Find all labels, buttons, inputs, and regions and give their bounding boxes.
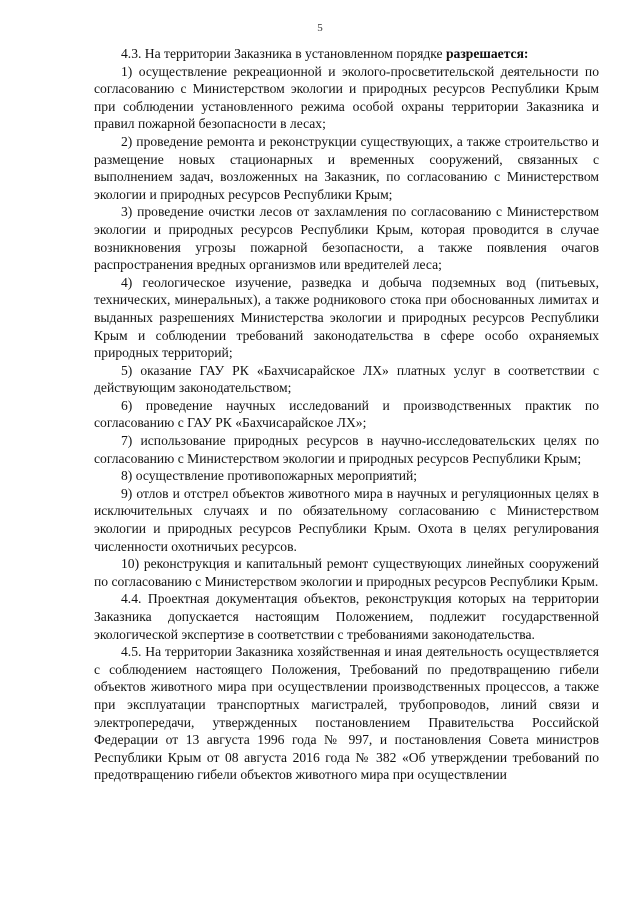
list-item-3: 3) проведение очистки лесов от захламления по согласованию с Министерством экологии и природных ресурсов Республики Крым, которая проводится в случае возникновения угрозы пожарной безопасности, а также появления очагов распространения вредных организмов или вредителей леса; xyxy=(94,204,599,273)
section-4-3-heading xyxy=(94,45,599,63)
list-item-8: 8) осуществление противопожарных мероприятий; xyxy=(121,468,418,484)
list-item-6: 6) проведение научных исследований и производственных практик по согласованию с ГАУ РК «Бахчисарайское ЛХ»; xyxy=(94,397,599,431)
section-4-3-heading-text: 4.3. На территории Заказника в установленном порядке xyxy=(121,46,443,61)
page-number: 5 xyxy=(317,22,323,34)
list-item-2: 2) проведение ремонта и реконструкции существующих, а также строительство и размещение новых стационарных и временных сооружений, связанных с выполнением задач, возложенных на Заказник, по согласованию с Министерством экологии и природных ресурсов Республики Крым; xyxy=(94,133,599,202)
section-4-5-paragraph: 4.5. На территории Заказника хозяйственная и иная деятельность осуществляется с соблюдением настоящего Положения, Требований по предотвращению гибели объектов животного мира при осуществлении производственных процессов, а также при эксплуатации транспортных магистралей, трубопроводов, линий связи и электропередачи, утвержденных постановлением Правительства Российской Федерации от 13 августа 1996 года № 997, и постановления Совета министров Республики Крым от 08 августа 2016 года № 382 «Об утверждении требований по предотвращению гибели объектов животного мира при осуществлении xyxy=(94,644,599,783)
document-body xyxy=(94,45,599,784)
list-item-9: 9) отлов и отстрел объектов животного мира в научных и регуляционных целях в исключительных случаях и по обязательному согласованию с Министерством экологии и природных ресурсов Республики Крым. Охота в целях регулирования численности охотничьих ресурсов. xyxy=(94,485,599,554)
list-item-5: 5) оказание ГАУ РК «Бахчисарайское ЛХ» платных услуг в соответствии с действующим законодательством; xyxy=(94,362,599,396)
list-item-7: 7) использование природных ресурсов в научно-исследовательских целях по согласованию с Министерством экологии и природных ресурсов Республики Крым; xyxy=(94,433,599,466)
section-4-3-heading-bold: разрешается: xyxy=(445,46,529,61)
list-item-10: 10) реконструкция и капитальный ремонт существующих линейных сооружений по согласованию с Министерством экологии и природных ресурсов Республики Крым. xyxy=(94,556,599,589)
section-4-4-paragraph: 4.4. Проектная документация объектов, реконструкция которых на территории Заказника допускается настоящим Положением, подлежит государственной экологической экспертизе в соответствии с требованиями законодательства. xyxy=(94,591,599,642)
list-item-4: 4) геологическое изучение, разведка и добыча подземных вод (питьевых, технических, минеральных), а также родникового стока при обоснованных лимитах и выданных разрешениях Министерства экологии и природных ресурсов Республики Крым и соблюдении требований законодательства в сфере особо охраняемых природных территорий; xyxy=(94,274,599,361)
list-item-1: 1) осуществление рекреационной и эколого-просветительской деятельности по согласованию с Министерством экологии и природных ресурсов Республики Крым при соблюдении установленного режима особой охраны территории Заказника и правил пожарной безопасности в лесах; xyxy=(94,63,599,132)
